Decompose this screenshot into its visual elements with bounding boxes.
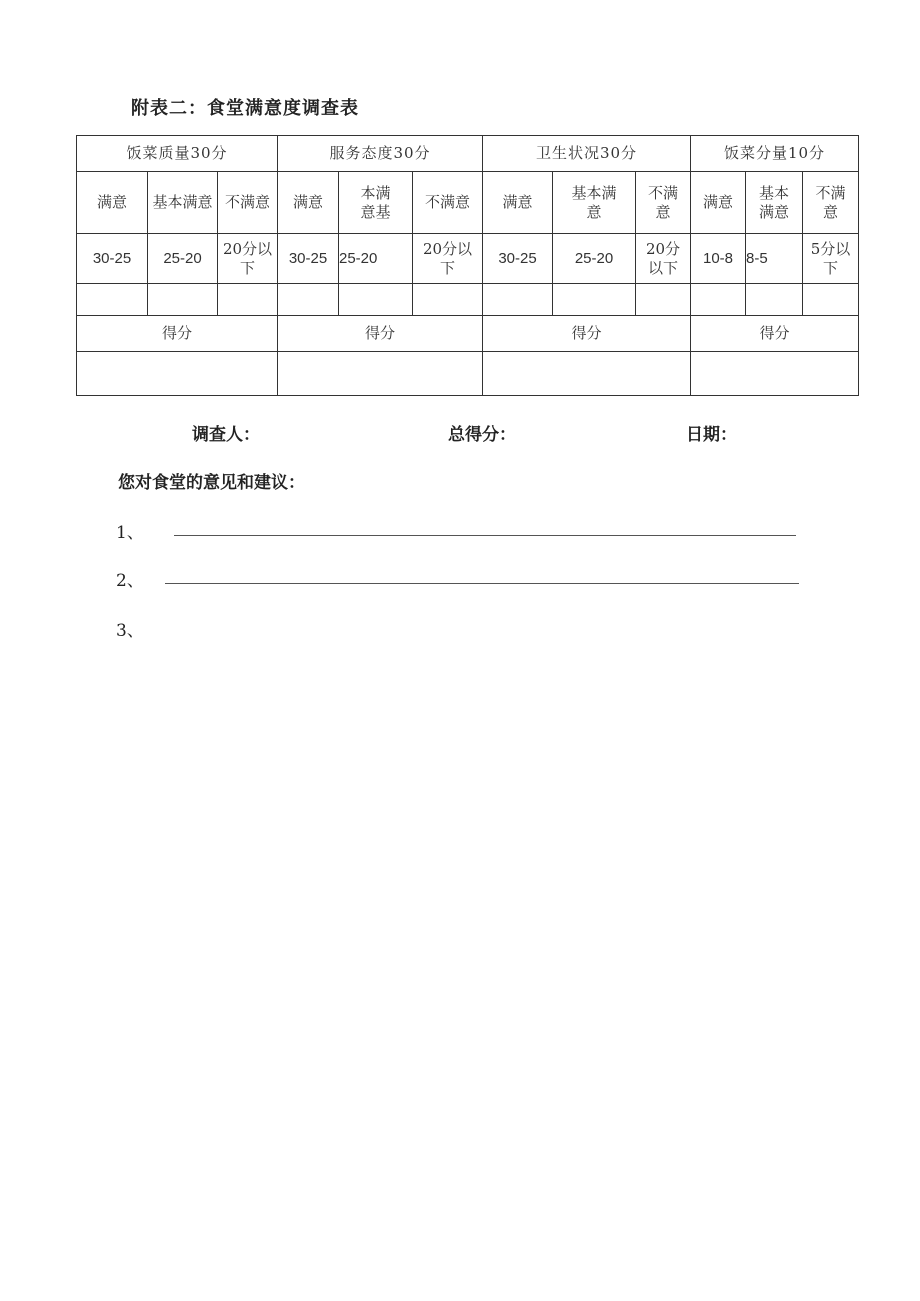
rating-cell[interactable] [148, 284, 218, 316]
score-label: 得分 [77, 316, 278, 352]
suggestions-prompt: 您对食堂的意见和建议： [118, 473, 305, 493]
level-cell: 满意 [691, 172, 746, 234]
range-cell: 20分以下 [636, 234, 691, 284]
range-cell: 25-20 [148, 234, 218, 284]
category-header: 饭菜分量10分 [691, 136, 859, 172]
score-cell[interactable] [691, 352, 859, 396]
rating-cell[interactable] [636, 284, 691, 316]
level-cell: 不满意 [803, 172, 859, 234]
level-cell: 基本满意 [553, 172, 636, 234]
level-cell: 不满意 [413, 172, 483, 234]
rating-cell[interactable] [278, 284, 339, 316]
rating-cell[interactable] [413, 284, 483, 316]
range-cell: 5分以下 [803, 234, 859, 284]
date-label: 日期： [686, 425, 737, 445]
score-cell[interactable] [278, 352, 483, 396]
rating-cell[interactable] [553, 284, 636, 316]
range-cell: 30-25 [483, 234, 553, 284]
level-cell: 本满意基 [339, 172, 413, 234]
rating-cell[interactable] [218, 284, 278, 316]
range-cell: 20分以下 [218, 234, 278, 284]
score-range-row [77, 234, 859, 284]
rating-cell[interactable] [339, 284, 413, 316]
suggestion-number: 1、 [116, 523, 144, 543]
level-cell: 满意 [483, 172, 553, 234]
satisfaction-level-row [77, 172, 859, 234]
suggestion-line[interactable] [165, 583, 799, 584]
suggestion-number: 2、 [116, 571, 144, 591]
level-cell: 基本满意 [746, 172, 803, 234]
range-cell: 25-20 [339, 234, 413, 284]
level-cell: 满意 [278, 172, 339, 234]
level-cell: 不满意 [218, 172, 278, 234]
category-header: 服务态度30分 [278, 136, 483, 172]
category-header: 卫生状况30分 [483, 136, 691, 172]
range-cell: 8-5 [746, 234, 803, 284]
suggestion-number: 3、 [116, 621, 144, 641]
suggestion-line[interactable] [174, 535, 796, 536]
rating-cell[interactable] [803, 284, 859, 316]
score-label: 得分 [278, 316, 483, 352]
score-cell[interactable] [483, 352, 691, 396]
score-label: 得分 [691, 316, 859, 352]
level-cell: 满意 [77, 172, 148, 234]
survey-table [76, 135, 859, 396]
range-cell: 30-25 [278, 234, 339, 284]
rating-input-row [77, 284, 859, 316]
score-input-row [77, 352, 859, 396]
rating-cell[interactable] [483, 284, 553, 316]
category-header-row [77, 136, 859, 172]
range-cell: 20分以下 [413, 234, 483, 284]
rating-cell[interactable] [691, 284, 746, 316]
score-cell[interactable] [77, 352, 278, 396]
range-cell: 10-8 [691, 234, 746, 284]
score-label-row [77, 316, 859, 352]
level-cell: 基本满意 [148, 172, 218, 234]
category-header: 饭菜质量30分 [77, 136, 278, 172]
range-cell: 25-20 [553, 234, 636, 284]
level-cell: 不满意 [636, 172, 691, 234]
surveyor-label: 调查人： [192, 425, 260, 445]
page-title: 附表二：食堂满意度调查表 [131, 98, 359, 119]
rating-cell[interactable] [77, 284, 148, 316]
range-cell: 30-25 [77, 234, 148, 284]
total-score-label: 总得分： [448, 425, 516, 445]
rating-cell[interactable] [746, 284, 803, 316]
score-label: 得分 [483, 316, 691, 352]
